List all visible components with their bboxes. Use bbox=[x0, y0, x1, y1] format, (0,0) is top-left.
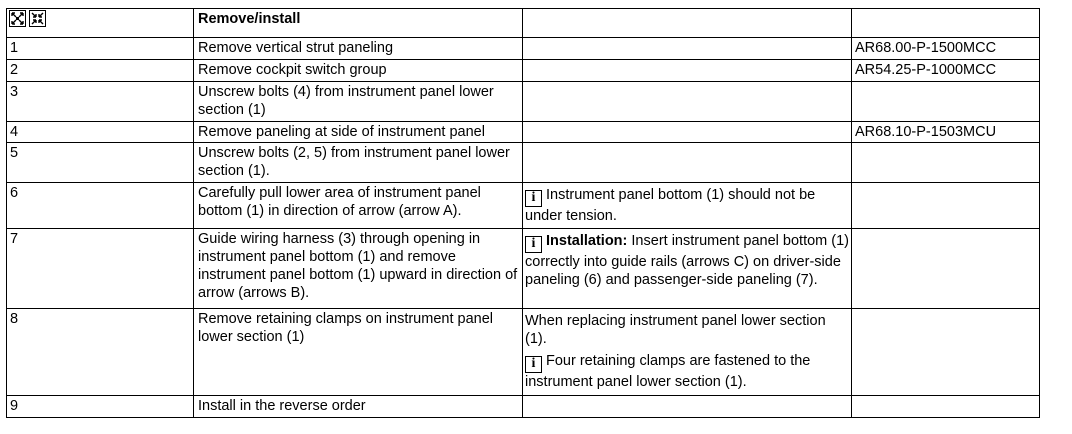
table-row bbox=[7, 82, 1040, 122]
step-action: Remove vertical strut paneling bbox=[194, 38, 523, 60]
note-text: Insert instrument panel bottom (1) correctly into guide rails (arrows C) on driver-side paneling (6) and passenger-side paneling (7). bbox=[525, 233, 850, 288]
note-cell bbox=[523, 122, 852, 143]
note-cell bbox=[523, 143, 852, 183]
table-row bbox=[7, 309, 1040, 396]
note-cell bbox=[523, 396, 852, 418]
info-icon: i bbox=[525, 190, 542, 207]
step-action: Install in the reverse order bbox=[194, 396, 523, 418]
info-icon: i bbox=[525, 356, 542, 373]
step-number: 9 bbox=[7, 396, 194, 418]
table-row bbox=[7, 229, 1040, 309]
note-label: Installation: bbox=[546, 233, 628, 249]
table-row bbox=[7, 143, 1040, 183]
step-number: 5 bbox=[7, 143, 194, 183]
reference-link[interactable]: AR68.10-P-1503MCU bbox=[852, 122, 1040, 143]
step-action: Remove cockpit switch group bbox=[194, 60, 523, 82]
note-text: Four retaining clamps are fastened to the instrument panel lower section (1). bbox=[525, 353, 811, 390]
step-number: 6 bbox=[7, 183, 194, 229]
step-action: Unscrew bolts (2, 5) from instrument panel lower section (1). bbox=[194, 143, 523, 183]
reference-cell bbox=[852, 229, 1040, 309]
collapse-arrows-icon[interactable] bbox=[29, 10, 46, 27]
step-number: 3 bbox=[7, 82, 194, 122]
note-plain-text: When replacing instrument panel lower section (1). bbox=[525, 313, 826, 347]
note-cell bbox=[523, 309, 852, 396]
step-action: Unscrew bolts (4) from instrument panel lower section (1) bbox=[194, 82, 523, 122]
table-row bbox=[7, 122, 1040, 143]
note-cell bbox=[523, 82, 852, 122]
table-row bbox=[7, 396, 1040, 418]
table-row bbox=[7, 38, 1040, 60]
expand-arrows-icon[interactable] bbox=[9, 10, 26, 27]
table-row bbox=[7, 60, 1040, 82]
procedure-table bbox=[6, 8, 1040, 418]
reference-cell bbox=[852, 82, 1040, 122]
note-cell bbox=[523, 229, 852, 309]
table-header-row bbox=[7, 9, 1040, 38]
reference-link[interactable]: AR68.00-P-1500MCC bbox=[852, 38, 1040, 60]
note-cell bbox=[523, 183, 852, 229]
note-text: Instrument panel bottom (1) should not be under tension. bbox=[525, 187, 816, 224]
reference-cell bbox=[852, 396, 1040, 418]
step-action: Guide wiring harness (3) through opening in instrument panel bottom (1) and remove instrument panel bottom (1) upward in direction of arrow (arrows B). bbox=[194, 229, 523, 309]
header-empty-cell bbox=[852, 9, 1040, 38]
reference-cell bbox=[852, 309, 1040, 396]
note-cell bbox=[523, 38, 852, 60]
step-number: 7 bbox=[7, 229, 194, 309]
header-icons-cell bbox=[7, 9, 194, 38]
step-number: 1 bbox=[7, 38, 194, 60]
header-title: Remove/install bbox=[194, 9, 523, 38]
step-number: 2 bbox=[7, 60, 194, 82]
step-number: 8 bbox=[7, 309, 194, 396]
reference-cell bbox=[852, 183, 1040, 229]
step-action: Remove paneling at side of instrument panel bbox=[194, 122, 523, 143]
step-number: 4 bbox=[7, 122, 194, 143]
table-row bbox=[7, 183, 1040, 229]
header-empty-cell bbox=[523, 9, 852, 38]
info-icon: i bbox=[525, 236, 542, 253]
reference-link[interactable]: AR54.25-P-1000MCC bbox=[852, 60, 1040, 82]
reference-cell bbox=[852, 143, 1040, 183]
note-cell bbox=[523, 60, 852, 82]
step-action: Remove retaining clamps on instrument panel lower section (1) bbox=[194, 309, 523, 396]
step-action: Carefully pull lower area of instrument panel bottom (1) in direction of arrow (arrow A). bbox=[194, 183, 523, 229]
